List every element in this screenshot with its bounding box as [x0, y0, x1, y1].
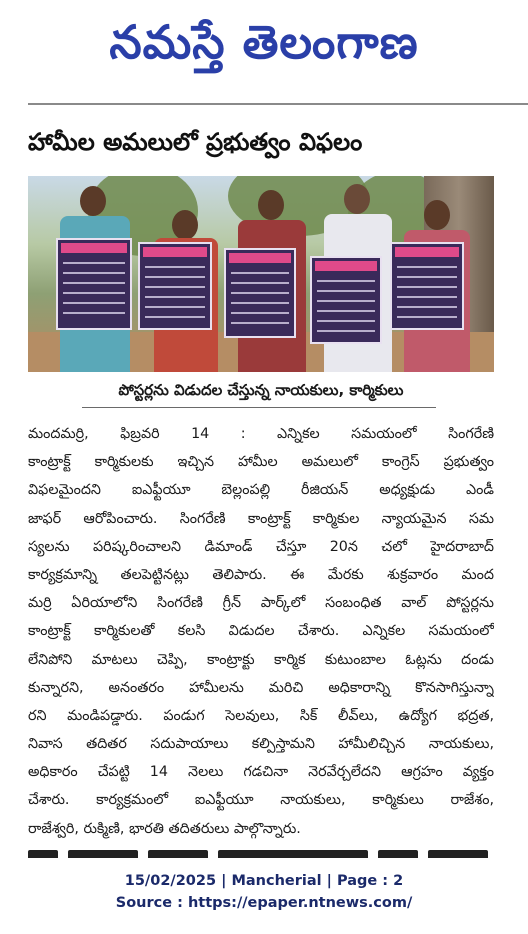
- cropped-next-headline: [28, 844, 494, 858]
- page-footer: [0, 870, 528, 914]
- photo-poster: [310, 256, 382, 344]
- article-line: రని మండిపడ్డారు. పండుగ సెలవులు, సిక్ లీవ్‌లు, ఉద్యోగ భద్రత,: [28, 707, 494, 724]
- article-line: జాఫర్ ఆరోపించారు. సింగరేణి కాంట్రాక్ట్ కార్మికుల న్యాయమైన సమ: [28, 510, 494, 527]
- photo-caption: పోస్టర్లను విడుదల చేస్తున్న నాయకులు, కార్మికులు: [118, 381, 404, 399]
- footer-source-line: Source : https://epaper.ntnews.com/: [115, 895, 413, 911]
- article-line: రాజేశ్వరి, రుక్మిణి, భారతి తదితరులు పాల్గొన్నారు.: [28, 820, 301, 837]
- article-line: స్యలను పరిష్కరించాలని డిమాండ్ చేస్తూ 20న చలో హైదరాబాద్: [28, 538, 494, 555]
- article-body: [28, 420, 494, 843]
- photo-poster: [138, 242, 212, 330]
- masthead: [0, 0, 528, 96]
- article-line: మందమర్రి, ఫిబ్రవరి 14 : ఎన్నికల సమయంలో సింగరేణి: [28, 426, 494, 442]
- newspaper-logo: నమస్తే తెలంగాణ: [109, 15, 419, 69]
- footer-date-line: 15/02/2025 | Mancherial | Page : 2: [124, 873, 404, 889]
- photo-poster: [56, 238, 132, 330]
- photo-poster: [390, 242, 464, 330]
- article-line: కాంట్రాక్ట్ కార్మికులకు ఇచ్చిన హామీల అమలులో కాంగ్రెస్ ప్రభుత్వం: [28, 454, 494, 471]
- article-line: లేనిపోని మాటలు చెప్పి, కాంట్రాక్టు కార్మిక కుటుంబాల ఓట్లను దండు: [28, 651, 494, 668]
- article-line: కున్నారని, అనంతరం హామీలను మరిచి అధికారాన్ని కొనసాగిస్తున్నా: [28, 679, 494, 696]
- article-line: అధికారం చేపట్టి 14 నెలలు గడచినా నెరవేర్చలేదని ఆగ్రహం వ్యక్తం: [28, 764, 494, 781]
- article-line: కాంట్రాక్ట్ కార్మికులతో కలసి విడుదల చేశారు. ఎన్నికల సమయంలో: [28, 623, 494, 640]
- article-line: నివాస తదితర సదుపాయాలు కల్పిస్తామని హామీలిచ్చిన నాయకులు,: [28, 736, 494, 753]
- top-divider: [28, 103, 528, 105]
- article-headline: హామీల అమలులో ప్రభుత్వం విఫలం: [28, 128, 363, 156]
- caption-divider: [82, 407, 436, 408]
- article-line: విఫలమైందని ఐఎఫ్టీయూ బెల్లంపల్లి రీజియన్ అధ్యక్షుడు ఎండీ: [28, 482, 494, 499]
- article-photo: [28, 176, 494, 372]
- article-line: చేశారు. కార్యక్రమంలో ఐఎఫ్టీయూ నాయకులు, కార్మికులు రాజేశం,: [28, 792, 494, 809]
- article-line: మర్రి ఏరియాలోని సింగరేణి గ్రీన్ పార్క్‌లో సంబంధిత వాల్ పోస్టర్లను: [28, 595, 494, 612]
- photo-poster: [224, 248, 296, 338]
- article-line: కార్యక్రమాన్ని తలపెట్టినట్లు తెలిపారు. ఈ మేరకు శుక్రవారం మంద: [28, 566, 494, 583]
